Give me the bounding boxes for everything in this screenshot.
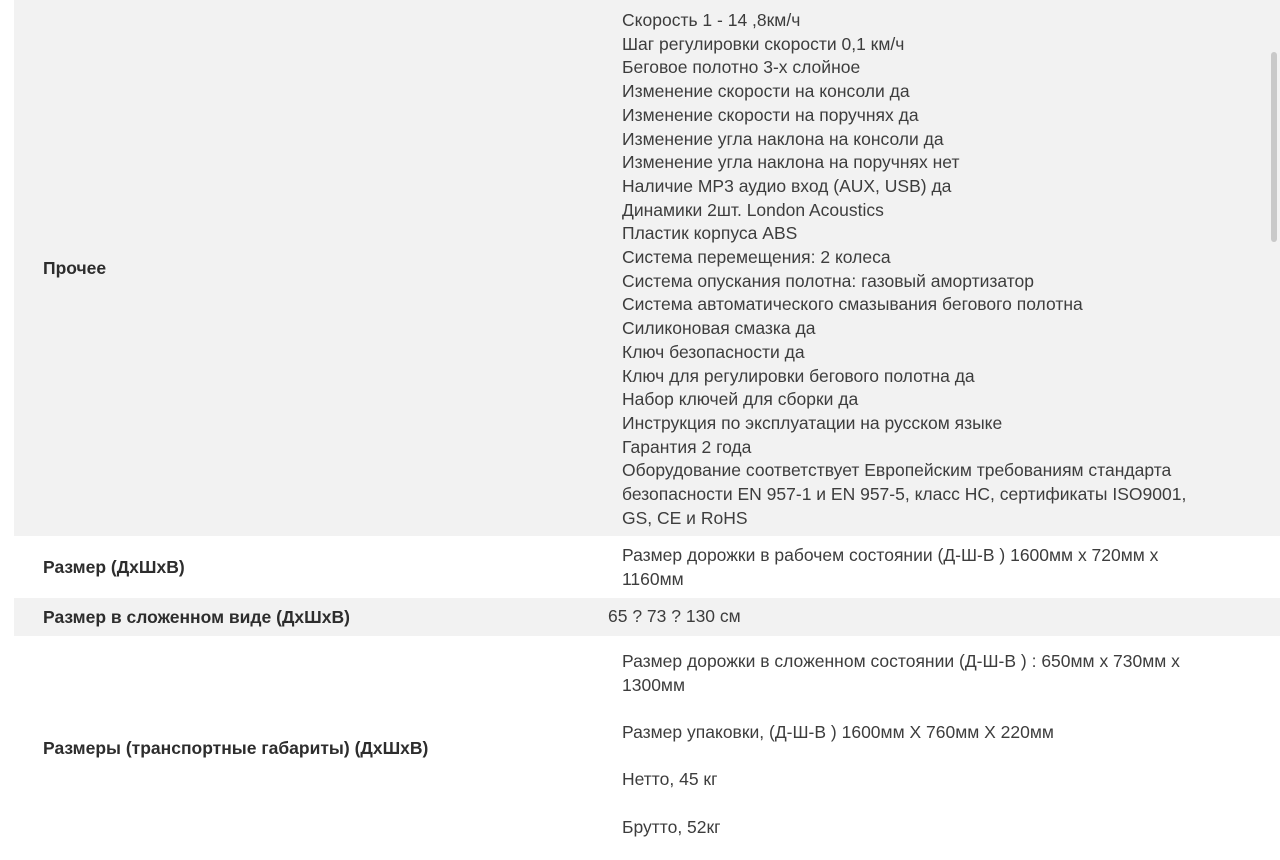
spec-line: Система автоматического смазывания бегового полотна bbox=[622, 294, 1083, 315]
spec-label-size: Размер (ДхШхВ) bbox=[43, 556, 185, 577]
spec-line: Брутто, 52кг bbox=[622, 816, 721, 837]
spacer bbox=[622, 792, 1240, 816]
spec-line: Изменение угла наклона на консоли да bbox=[622, 128, 944, 149]
spec-line: Пластик корпуса ABS bbox=[622, 223, 798, 244]
spec-line: Размер дорожки в сложенном состоянии (Д-Ш-В ) : 650мм х 730мм х bbox=[622, 651, 1180, 671]
spec-line: Ключ безопасности да bbox=[622, 341, 805, 362]
spec-line: Скорость 1 - 14 ,8км/ч bbox=[622, 10, 801, 30]
spec-line: Наличие MP3 аудио вход (AUX, USB) да bbox=[622, 175, 952, 196]
spec-label-transport-size: Размеры (транспортные габариты) (ДхШхВ) bbox=[43, 737, 429, 758]
spec-row-transport-size bbox=[14, 636, 1280, 860]
spec-label-other: Прочее bbox=[43, 257, 107, 278]
spec-line: 1160мм bbox=[622, 568, 684, 589]
spec-row-other bbox=[14, 0, 1280, 536]
spec-line: безопасности EN 957-1 и EN 957-5, класс HC, сертификаты ISO9001, bbox=[622, 484, 1187, 505]
spec-line: Силиконовая смазка да bbox=[622, 318, 816, 339]
spec-label-folded-size: Размер в сложенном виде (ДхШхВ) bbox=[43, 606, 350, 627]
spec-value-size bbox=[594, 536, 1280, 598]
spec-line: Размер дорожки в рабочем состоянии (Д-Ш-В ) 1600мм х 720мм х bbox=[622, 545, 1159, 565]
spec-value-folded-size: 65 ? 73 ? 130 см bbox=[608, 606, 741, 627]
spec-line: Динамики 2шт. London Acoustics bbox=[622, 199, 884, 220]
spacer bbox=[622, 745, 1240, 769]
spec-row-size bbox=[14, 536, 1280, 598]
spec-line: GS, CE и RoHS bbox=[622, 507, 748, 528]
spec-line: Изменение угла наклона на поручнях нет bbox=[622, 152, 960, 173]
spec-line: Набор ключей для сборки да bbox=[622, 389, 859, 410]
spec-value-other bbox=[594, 0, 1280, 536]
spec-line: Шаг регулировки скорости 0,1 км/ч bbox=[622, 33, 905, 54]
spec-line: Инструкция по эксплуатации на русском языке bbox=[622, 412, 1003, 433]
spec-line: Размер упаковки, (Д-Ш-В ) 1600мм Х 760мм Х 220мм bbox=[622, 722, 1054, 743]
spec-line: Нетто, 45 кг bbox=[622, 769, 718, 790]
spec-value-transport-size bbox=[594, 636, 1280, 860]
spec-line: Оборудование соответствует Европейским требованиям стандарта bbox=[622, 460, 1172, 481]
spec-line: Беговое полотно 3-х слойное bbox=[622, 57, 861, 78]
spec-line: 1300мм bbox=[622, 674, 685, 695]
spec-line: Гарантия 2 года bbox=[622, 436, 752, 457]
spacer bbox=[622, 697, 1240, 721]
spec-line: Изменение скорости на поручнях да bbox=[622, 104, 919, 125]
spec-line: Система перемещения: 2 колеса bbox=[622, 247, 891, 268]
spec-line: Ключ для регулировки бегового полотна да bbox=[622, 365, 975, 386]
spec-table bbox=[14, 0, 1280, 860]
vertical-scrollbar[interactable] bbox=[1271, 52, 1277, 242]
spec-line: Изменение скорости на консоли да bbox=[622, 81, 910, 102]
spec-row-folded-size bbox=[14, 598, 1280, 636]
spec-line: Система опускания полотна: газовый амортизатор bbox=[622, 270, 1035, 291]
